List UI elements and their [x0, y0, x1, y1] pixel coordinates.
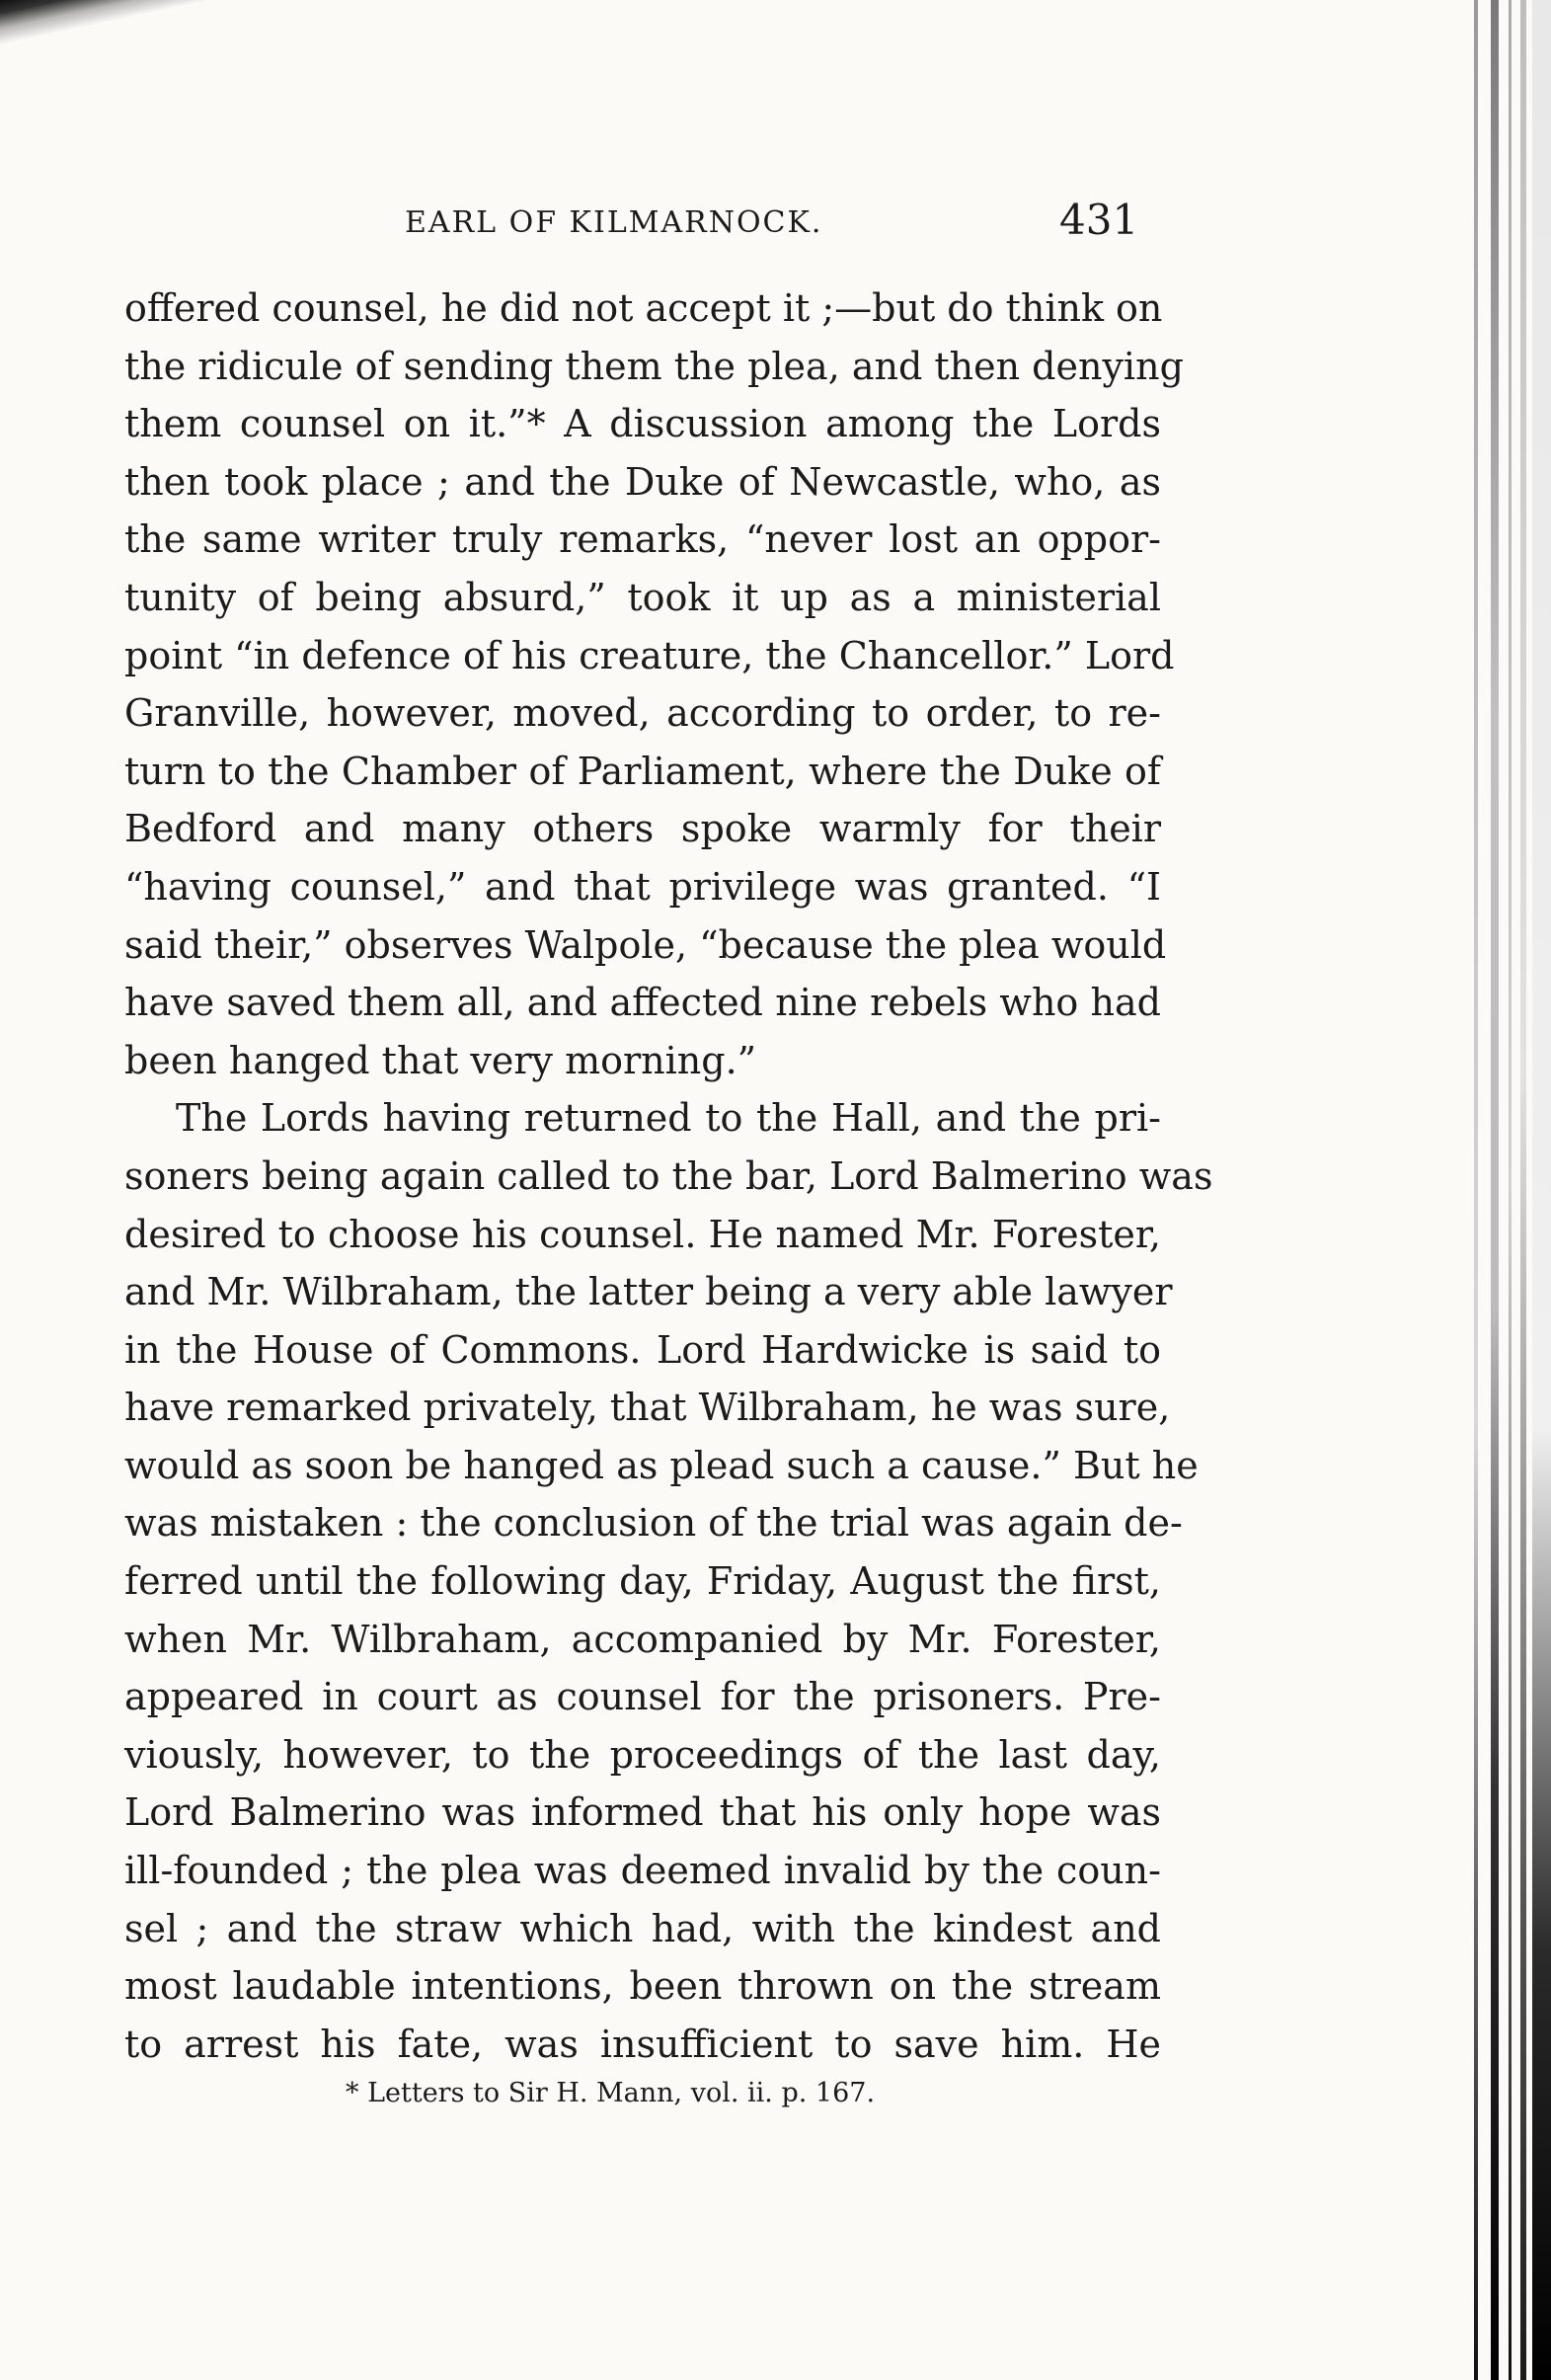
text-line: soners being again called to the bar, Lord Balmerino was	[124, 1153, 1213, 1198]
text-line: Granville, however, moved, according to order, to re-	[124, 691, 1161, 736]
text-line: ferred until the following day, Friday, August the first,	[124, 1559, 1161, 1604]
text-line: point “in defence of his creature, the Chancellor.” Lord	[124, 633, 1175, 677]
text-line: would as soon be hanged as plead such a cause.” But he	[124, 1443, 1199, 1487]
text-line: turn to the Chamber of Parliament, where the Duke of	[124, 749, 1161, 793]
text-line: tunity of being absurd,” took it up as a ministerial	[124, 575, 1161, 619]
text-line: then took place ; and the Duke of Newcastle, who, as	[124, 459, 1161, 504]
text-line: most laudable intentions, been thrown on the stream	[124, 1964, 1161, 2009]
text-line: been hanged that very morning.”	[124, 1038, 757, 1082]
text-line: offered counsel, he did not accept it ;—but do think on	[124, 286, 1163, 330]
binding-gutter	[1474, 0, 1478, 2380]
page-corner-shadow	[0, 0, 296, 69]
body-text	[124, 279, 1213, 2073]
text-line: viously, however, to the proceedings of the last day,	[124, 1732, 1161, 1777]
page-header	[395, 196, 1165, 255]
text-line: was mistaken : the conclusion of the trial was again de-	[124, 1501, 1183, 1546]
page-number: 431	[1059, 196, 1139, 244]
text-line: ill-founded ; the plea was deemed invalid by the coun-	[124, 1849, 1161, 1893]
binding-gutter	[1520, 0, 1526, 2380]
text-line: Bedford and many others spoke warmly for their	[124, 807, 1161, 851]
text-line: desired to choose his counsel. He named Mr. Forester,	[124, 1212, 1161, 1256]
text-line: to arrest his fate, was insufficient to save him. He	[124, 2022, 1161, 2066]
binding-gutter	[1509, 0, 1512, 2380]
footnote: * Letters to Sir H. Mann, vol. ii. p. 167.	[346, 2078, 876, 2108]
text-line: the same writer truly remarks, “never lost an oppor-	[124, 517, 1161, 562]
text-line: “having counsel,” and that privilege was granted. “I	[124, 864, 1161, 909]
running-head: EARL OF KILMARNOCK.	[405, 205, 823, 240]
text-line: have remarked privately, that Wilbraham, he was sure,	[124, 1386, 1171, 1430]
text-line: have saved them all, and affected nine rebels who had	[124, 981, 1161, 1025]
text-line: them counsel on it.”* A discussion among the Lords	[124, 402, 1161, 446]
text-line: when Mr. Wilbraham, accompanied by Mr. Forester,	[124, 1617, 1161, 1661]
binding-gutter	[1532, 0, 1551, 2380]
text-line: the ridicule of sending them the plea, and then denying	[124, 344, 1184, 388]
text-line: Lord Balmerino was informed that his only hope was	[124, 1790, 1161, 1835]
text-line: appeared in court as counsel for the prisoners. Pre-	[124, 1675, 1161, 1719]
binding-gutter	[1491, 0, 1499, 2380]
text-line: The Lords having returned to the Hall, and the pri-	[176, 1096, 1161, 1141]
text-line: and Mr. Wilbraham, the latter being a very able lawyer	[124, 1270, 1173, 1314]
text-line: sel ; and the straw which had, with the kindest and	[124, 1906, 1161, 1950]
text-line: in the House of Commons. Lord Hardwicke is said to	[124, 1327, 1161, 1372]
text-line: said their,” observes Walpole, “because the plea would	[124, 922, 1167, 967]
